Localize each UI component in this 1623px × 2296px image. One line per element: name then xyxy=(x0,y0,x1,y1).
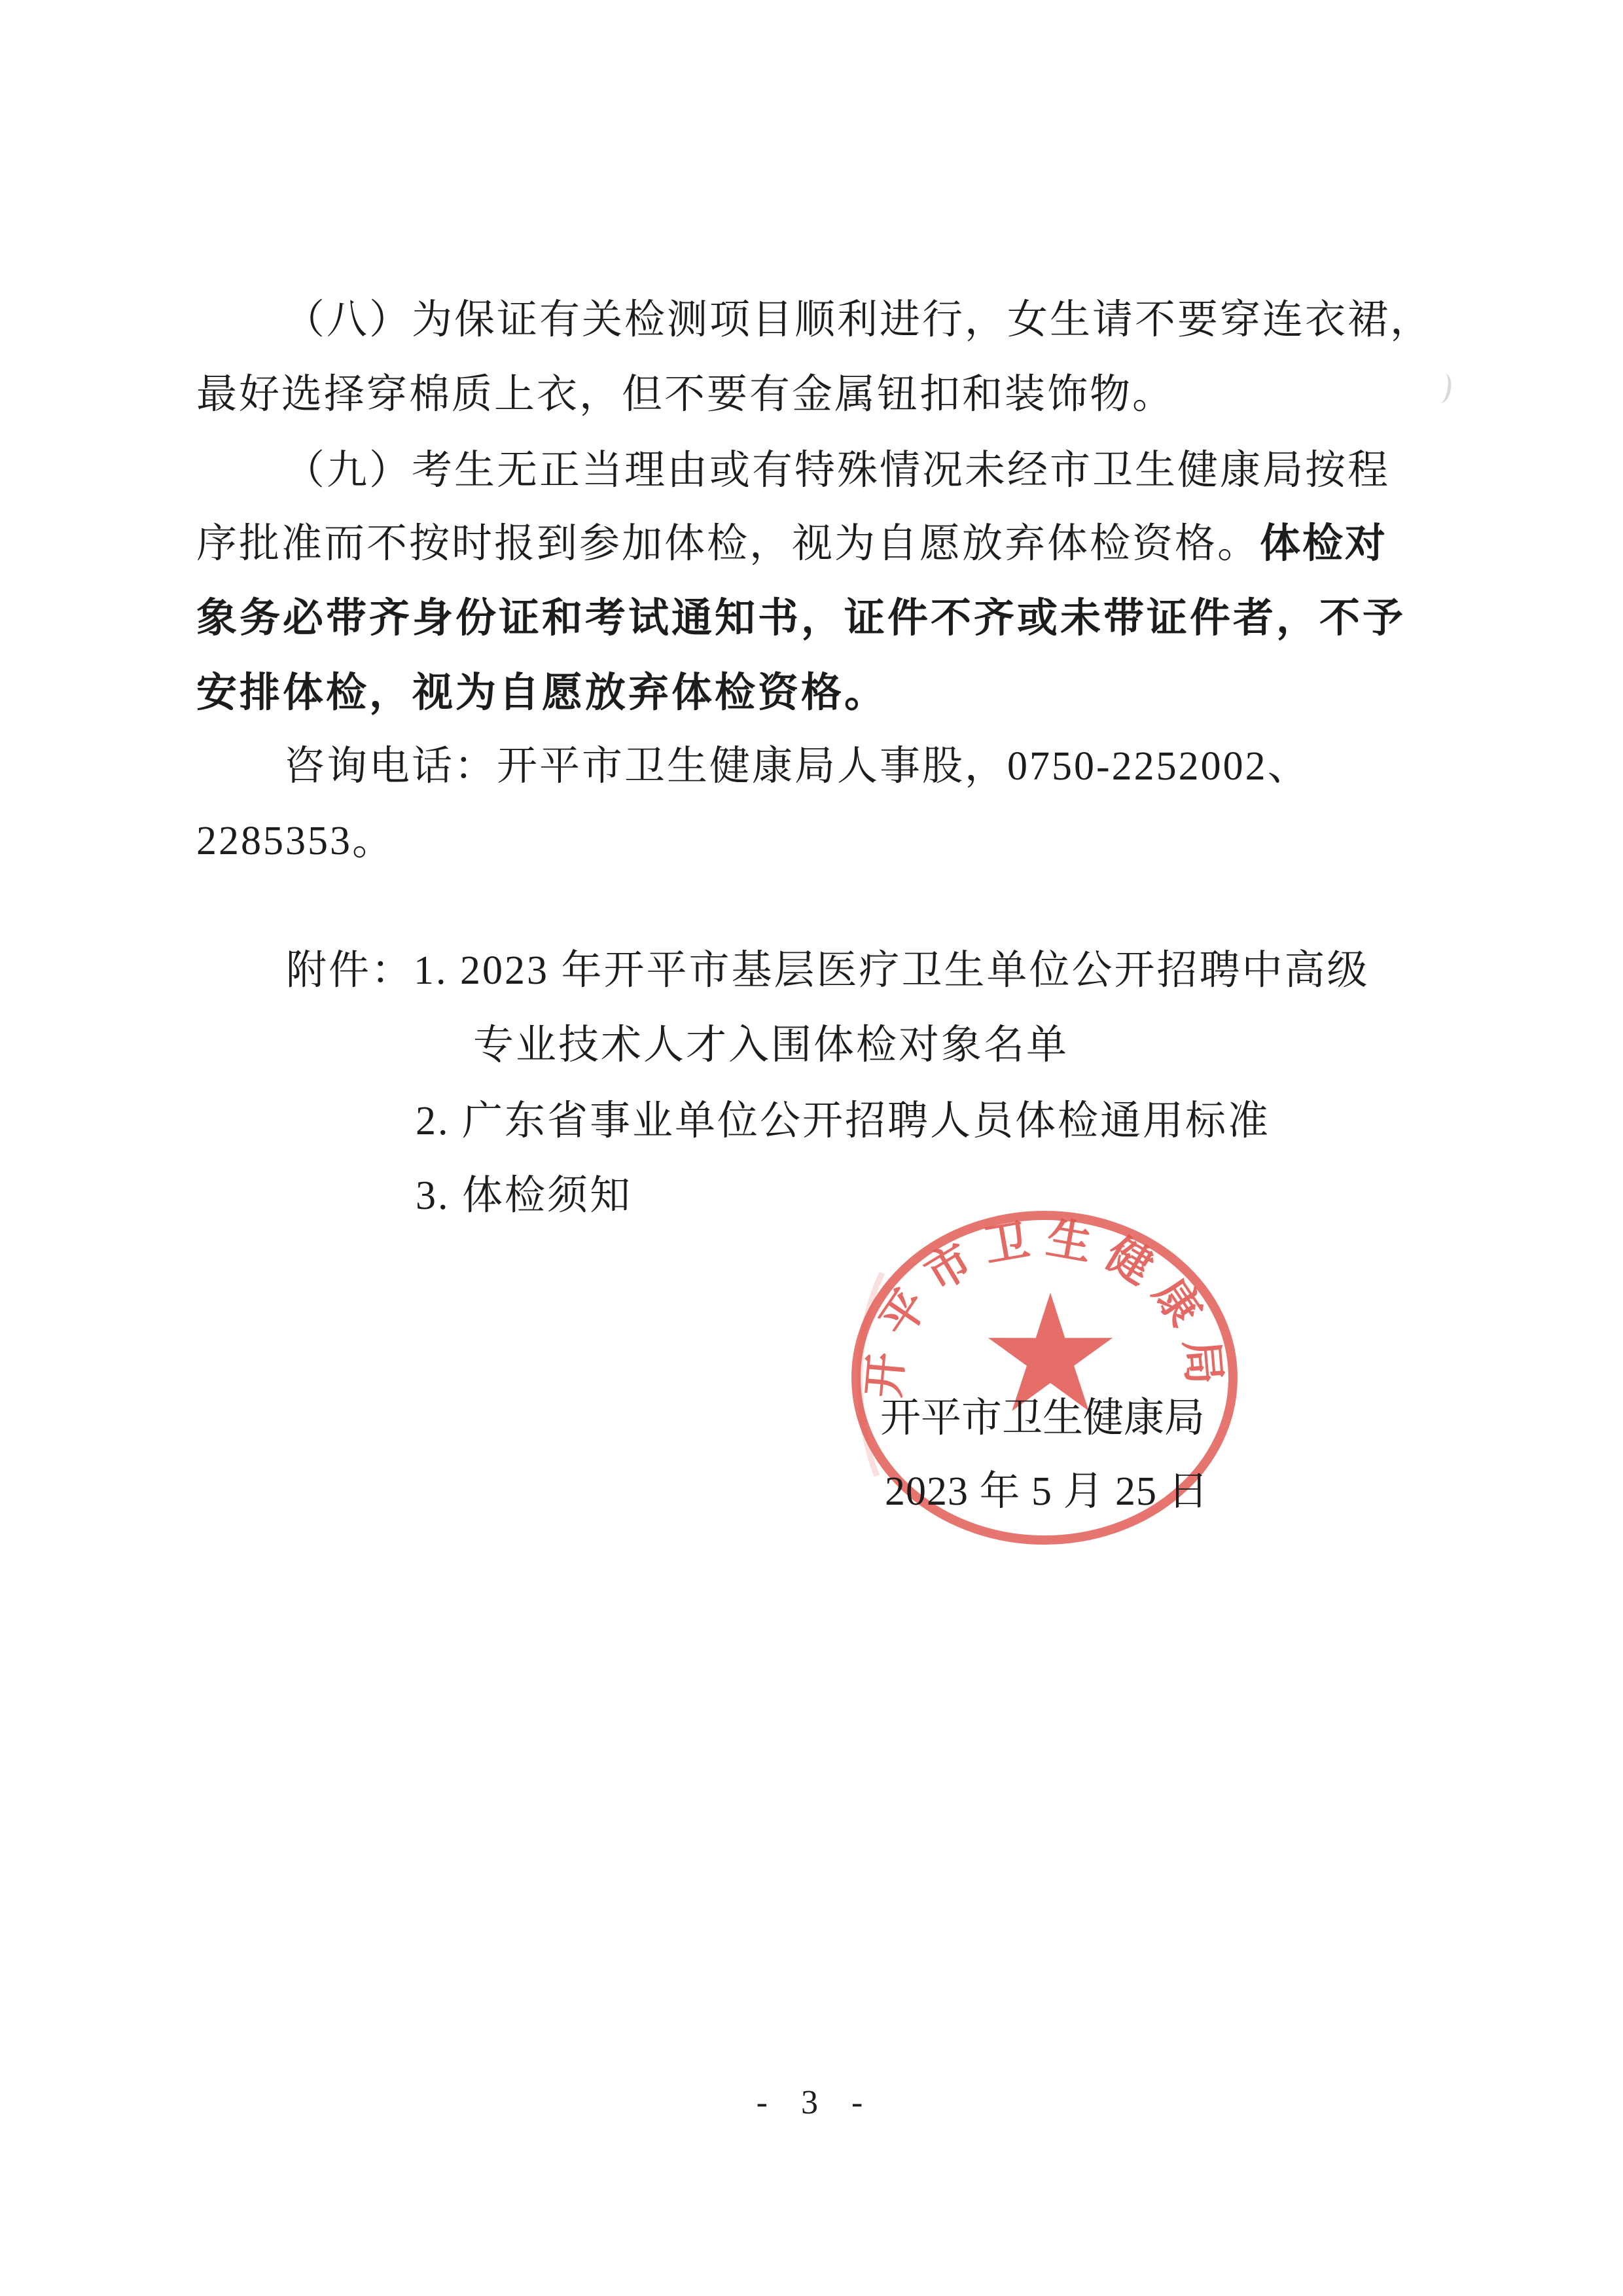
body-line-4 xyxy=(196,524,1453,564)
body-line-7: 咨询电话：开平市卫生健康局人事股，0750-2252002、 xyxy=(284,744,1310,789)
signature-org: 开平市卫生健康局 xyxy=(880,1396,1205,1441)
body-line-6: 安排体检，视为自愿放弃体检资格。 xyxy=(196,671,888,715)
page-number: - 3 - xyxy=(756,2084,867,2121)
seal-arc-text: 开平市卫生健康局 xyxy=(859,1213,1230,1400)
body-line-4-bold: 体检对 xyxy=(1260,522,1388,566)
body-line-5: 象务必带齐身份证和考试通知书，证件不齐或未带证件者，不予 xyxy=(196,596,1406,641)
body-line-3: （九）考生无正当理由或有特殊情况未经市卫生健康局按程 xyxy=(284,448,1391,493)
body-line-2: 最好选择穿棉质上衣，但不要有金属钮扣和装饰物。 xyxy=(196,372,1175,417)
attachment-heading-line: 附件：1. 2023 年开平市基层医疗卫生单位公开招聘中高级 xyxy=(286,948,1370,993)
body-line-8: 2285353。 xyxy=(196,819,395,863)
star-icon xyxy=(988,1293,1113,1411)
attachment-item-2: 2. 广东省事业单位公开招聘人员体检通用标准 xyxy=(416,1099,1271,1143)
attachment-item-3: 3. 体检须知 xyxy=(416,1174,633,1218)
attachment-item-1-cont: 专业技术人才入围体检对象名单 xyxy=(473,1023,1069,1067)
signature-date: 2023 年 5 月 25 日 xyxy=(885,1469,1209,1514)
body-line-4-normal: 序批准而不按时报到参加体检，视为自愿放弃体检资格。 xyxy=(196,522,1260,566)
body-line-1: （八）为保证有关检测项目顺利进行，女生请不要穿连衣裙， xyxy=(284,298,1433,342)
